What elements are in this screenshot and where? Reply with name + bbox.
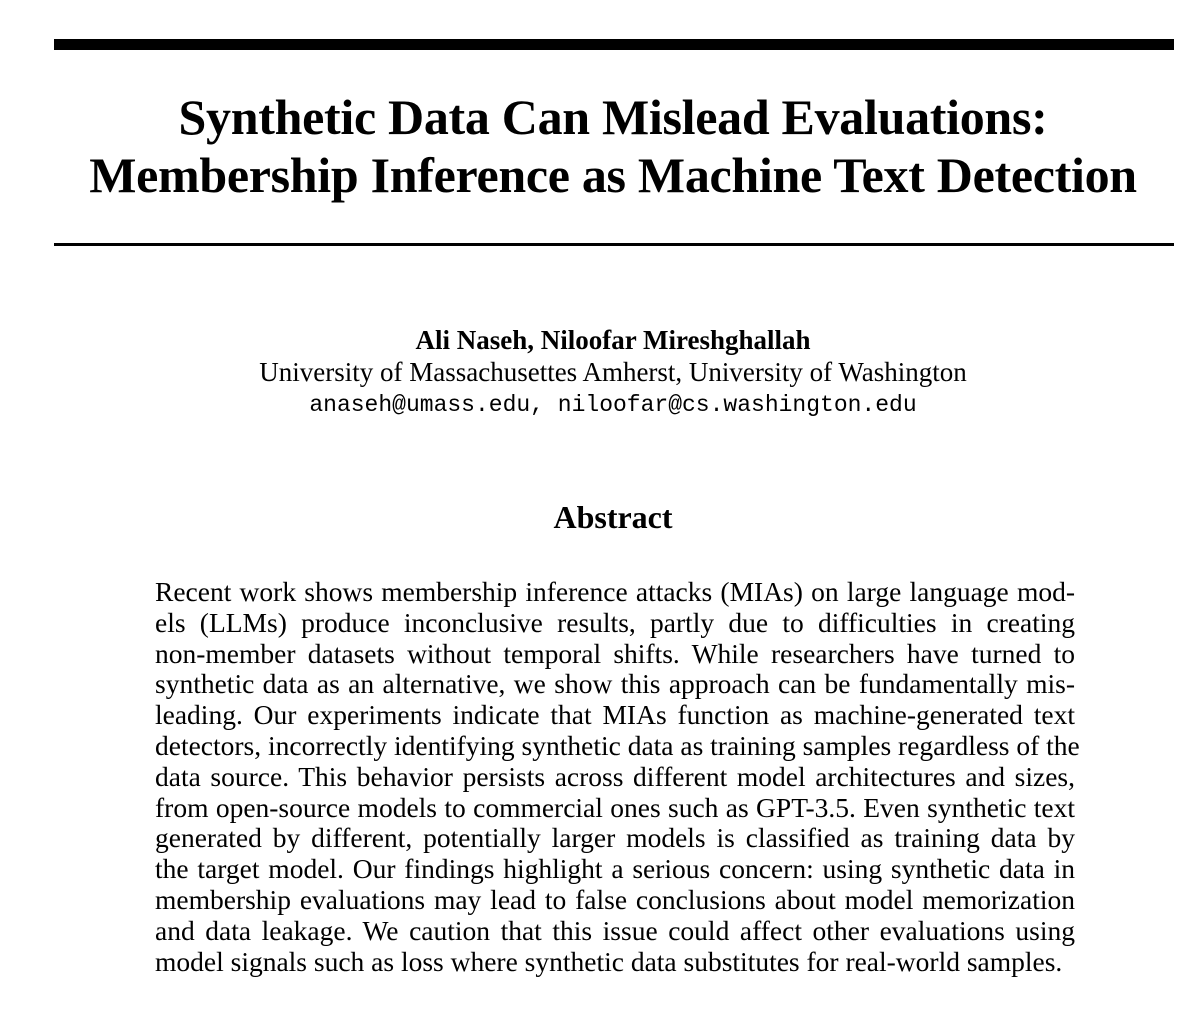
abstract-line: els (LLMs) produce inconclusive results, partly due to difficulties in creating	[155, 606, 1075, 638]
abstract-heading: Abstract	[553, 499, 673, 535]
abstract-line: model signals such as loss where synthetic data substitutes for real-world samples.	[155, 945, 1063, 977]
author-names: Ali Naseh, Niloofar Mireshghallah	[415, 325, 811, 355]
title-line-2: Membership Inference as Machine Text Detection	[89, 147, 1137, 203]
author-affiliations: University of Massachusettes Amherst, University of Washington	[259, 357, 967, 387]
title-line-1: Synthetic Data Can Mislead Evaluations:	[178, 89, 1048, 145]
abstract-line: detectors, incorrectly identifying synthetic data as training samples regardless of the	[155, 729, 1080, 761]
abstract-body	[155, 576, 1080, 977]
title-rule	[54, 243, 1174, 246]
author-emails: anaseh@umass.edu, niloofar@cs.washington.edu	[309, 392, 917, 418]
abstract-line: leading. Our experiments indicate that MIAs function as machine-generated text	[155, 699, 1075, 731]
top-rule	[54, 39, 1174, 50]
paper-title	[54, 88, 1172, 204]
abstract-line: Recent work shows membership inference attacks (MIAs) on large language mod-	[155, 576, 1075, 607]
abstract-line: and data leakage. We caution that this issue could affect other evaluations using	[155, 914, 1075, 946]
abstract-line: from open-source models to commercial ones such as GPT-3.5. Even synthetic text	[155, 791, 1075, 823]
abstract-line: synthetic data as an alternative, we show this approach can be fundamentally mis-	[155, 668, 1075, 700]
abstract-line: membership evaluations may lead to false conclusions about model memorization	[155, 883, 1075, 915]
abstract-line: data source. This behavior persists across different model architectures and sizes,	[155, 760, 1075, 792]
abstract-line: non-member datasets without temporal shifts. While researchers have turned to	[155, 637, 1075, 669]
abstract-line: generated by different, potentially larger models is classified as training data by	[155, 822, 1075, 854]
abstract-line: the target model. Our findings highlight a serious concern: using synthetic data in	[155, 853, 1075, 885]
